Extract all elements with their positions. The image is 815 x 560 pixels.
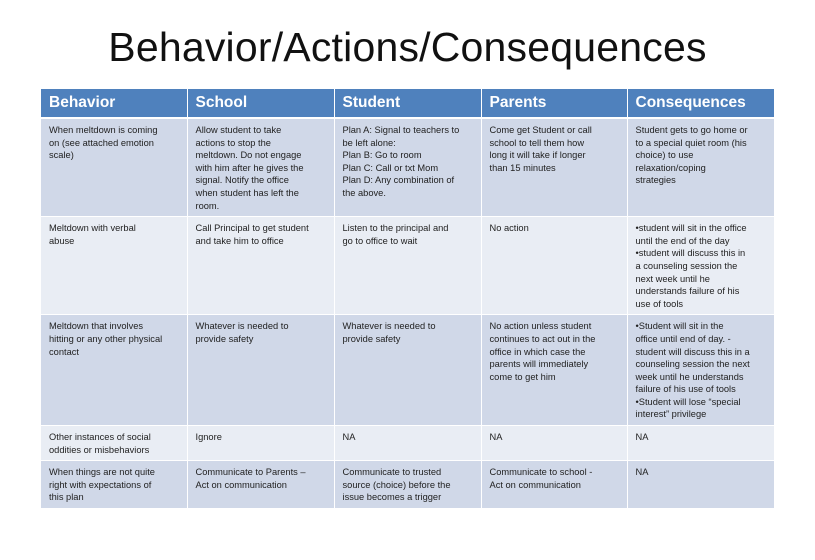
cell-text-line: office in which case the <box>489 346 586 357</box>
cell-text-line: Communicate to trusted <box>342 467 442 478</box>
cell-text-line: Call Principal to get student <box>195 223 309 234</box>
cell-consequences <box>627 461 774 509</box>
cell-student <box>334 217 481 315</box>
cell-text-line: Act on communication <box>195 479 287 490</box>
cell-text-line: office until end of day. - <box>635 333 731 344</box>
header-school: School <box>187 89 334 118</box>
cell-parents <box>481 315 627 426</box>
cell-text-line: provide safety <box>342 333 401 344</box>
cell-school <box>187 118 334 217</box>
cell-text-line: Whatever is needed to <box>195 321 289 332</box>
cell-school <box>187 217 334 315</box>
cell-consequences <box>627 315 774 426</box>
cell-parents <box>481 461 627 509</box>
cell-text-line: Listen to the principal and <box>342 223 449 234</box>
cell-text-line: NA <box>635 432 649 443</box>
cell-text-line: •student will discuss this in <box>635 248 746 259</box>
cell-text-line: interest” privilege <box>635 409 707 420</box>
cell-text-line: understands failure of his <box>635 286 740 297</box>
header-student: Student <box>334 89 481 118</box>
cell-consequences <box>627 118 774 217</box>
cell-text-line: Plan A: Signal to teachers to <box>342 125 460 135</box>
cell-text-line: this plan <box>49 492 84 503</box>
cell-text-line: with him after he gives the <box>195 162 304 173</box>
cell-student <box>334 315 481 426</box>
cell-text-line: hitting or any other physical <box>49 333 163 344</box>
cell-text-line: be left alone: <box>342 137 396 148</box>
cell-text-line: and take him to office <box>195 235 284 246</box>
table-row <box>41 461 774 509</box>
cell-behavior <box>41 217 187 315</box>
cell-text-line: the above. <box>342 187 386 198</box>
cell-student <box>334 426 481 461</box>
cell-school <box>187 315 334 426</box>
behavior-actions-consequences-table <box>41 89 774 509</box>
cell-school <box>187 426 334 461</box>
cell-text-line: Whatever is needed to <box>342 321 436 332</box>
cell-text-line: issue becomes a trigger <box>342 492 442 503</box>
cell-text-line: •Student will lose “special <box>635 396 741 407</box>
cell-text-line: failure of his use of tools <box>635 384 736 395</box>
cell-text-line: when student has left the <box>195 187 299 198</box>
cell-parents <box>481 426 627 461</box>
cell-text-line: school to tell them how <box>489 137 585 148</box>
cell-text-line: actions to stop the <box>195 137 271 148</box>
cell-text-line: a counseling session the <box>635 260 738 271</box>
cell-text-line: Act on communication <box>489 479 581 490</box>
header-consequences: Consequences <box>627 89 774 118</box>
cell-text-line: Plan C: Call or txt Mom <box>342 162 439 173</box>
cell-consequences <box>627 426 774 461</box>
cell-student <box>334 118 481 217</box>
table-header-row <box>41 89 774 118</box>
cell-text-line: abuse <box>49 235 75 246</box>
cell-text-line: oddities or misbehaviors <box>49 444 150 455</box>
cell-text-line: Ignore <box>195 432 222 443</box>
cell-text-line: Meltdown that involves <box>49 321 144 332</box>
cell-text-line: counseling session the next <box>635 359 750 370</box>
cell-text-line: student will discuss this in a <box>635 346 750 357</box>
cell-text-line: Plan B: Go to room <box>342 150 422 161</box>
cell-text-line: long it will take if longer <box>489 150 586 161</box>
table-row <box>41 315 774 426</box>
cell-text-line: continues to act out in the <box>489 333 596 344</box>
cell-behavior <box>41 461 187 509</box>
cell-text-line: No action unless student <box>489 321 592 332</box>
cell-behavior <box>41 315 187 426</box>
cell-text-line: Other instances of social <box>49 432 151 443</box>
cell-text-line: room. <box>195 200 220 211</box>
cell-text-line: right with expectations of <box>49 479 152 490</box>
cell-text-line: come to get him <box>489 371 556 382</box>
cell-text-line: Allow student to take <box>195 125 282 135</box>
table-row <box>41 118 774 217</box>
cell-text-line: Communicate to Parents – <box>195 467 306 478</box>
cell-text-line: to a special quiet room (his <box>635 137 747 148</box>
table-row <box>41 217 774 315</box>
cell-parents <box>481 118 627 217</box>
cell-text-line: signal. Notify the office <box>195 175 289 186</box>
cell-text-line: •student will sit in the office <box>635 223 747 234</box>
cell-text-line: Plan D: Any combination of <box>342 175 455 186</box>
cell-text-line: than 15 minutes <box>489 162 556 173</box>
cell-text-line: scale) <box>49 150 74 161</box>
cell-text-line: use of tools <box>635 298 684 309</box>
cell-text-line: •Student will sit in the <box>635 321 724 332</box>
cell-text-line: go to office to wait <box>342 235 418 246</box>
cell-text-line: source (choice) before the <box>342 479 451 490</box>
cell-text-line: Communicate to school - <box>489 467 593 478</box>
cell-text-line: contact <box>49 346 79 357</box>
cell-text-line: until the end of the day <box>635 235 730 246</box>
cell-parents <box>481 217 627 315</box>
cell-behavior <box>41 118 187 217</box>
cell-text-line: on (see attached emotion <box>49 137 154 148</box>
table-body <box>41 118 774 509</box>
cell-text-line: relaxation/coping <box>635 162 706 173</box>
cell-text-line: When things are not quite <box>49 467 155 478</box>
cell-text-line: provide safety <box>195 333 254 344</box>
cell-text-line: NA <box>342 432 356 443</box>
cell-text-line: Meltdown with verbal <box>49 223 136 234</box>
cell-behavior <box>41 426 187 461</box>
cell-text-line: Student gets to go home or <box>635 125 748 135</box>
cell-text-line: meltdown. Do not engage <box>195 150 302 161</box>
cell-text-line: When meltdown is coming <box>49 125 158 135</box>
cell-text-line: No action <box>489 223 529 234</box>
table-row <box>41 426 774 461</box>
header-behavior: Behavior <box>41 89 187 118</box>
cell-text-line: week until he understands <box>635 371 744 382</box>
cell-text-line: NA <box>489 432 503 443</box>
cell-text-line: choice) to use <box>635 150 694 161</box>
slide-title: Behavior/Actions/Consequences <box>108 24 707 70</box>
cell-text-line: strategies <box>635 175 676 186</box>
cell-consequences <box>627 217 774 315</box>
cell-text-line: next week until he <box>635 273 710 284</box>
cell-student <box>334 461 481 509</box>
header-parents: Parents <box>481 89 627 118</box>
cell-text-line: Come get Student or call <box>489 125 592 135</box>
cell-text-line: NA <box>635 467 649 478</box>
cell-school <box>187 461 334 509</box>
cell-text-line: parents will immediately <box>489 359 589 370</box>
